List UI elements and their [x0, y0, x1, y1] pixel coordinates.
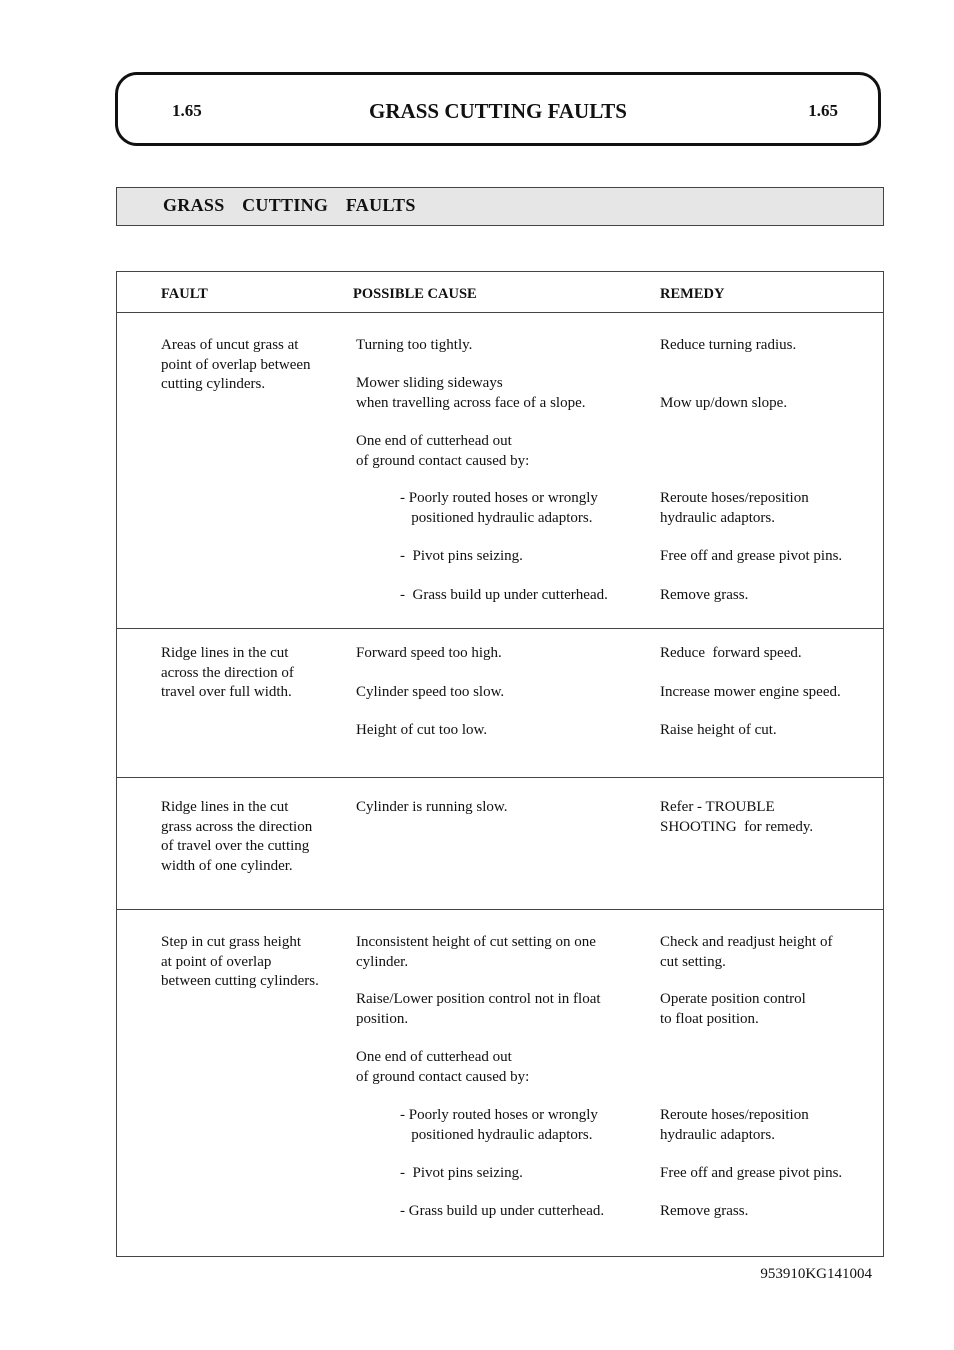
cause-text: One end of cutterhead out — [356, 1049, 512, 1065]
cause-text: - Poorly routed hoses or wrongly — [400, 1107, 598, 1123]
cause-text: - Poorly routed hoses or wrongly — [400, 490, 598, 506]
fault-text: of travel over the cutting — [161, 838, 310, 854]
table-row — [117, 778, 883, 910]
page-title: GRASS CUTTING FAULTS — [369, 99, 627, 123]
fault-table — [116, 271, 884, 1257]
fault-text: cutting cylinders. — [161, 376, 266, 392]
table-row — [117, 629, 883, 778]
fault-text: at point of overlap — [161, 953, 272, 970]
cause-text: cylinder. — [356, 953, 409, 970]
remedy-text: cut setting. — [660, 953, 726, 970]
cause-text: when travelling across face of a slope. — [356, 394, 586, 411]
table-row — [117, 910, 883, 1257]
cause-text: positioned hydraulic adaptors. — [400, 1126, 593, 1143]
remedy-text: hydraulic adaptors. — [660, 1126, 775, 1143]
section-number-right: 1.65 — [808, 101, 838, 120]
remedy-text: Reduce turning radius. — [660, 337, 797, 353]
column-header-remedy: REMEDY — [660, 286, 725, 302]
section-title-bar — [116, 187, 884, 226]
remedy-text: Reroute hoses/reposition — [660, 1107, 809, 1123]
cause-text: Raise/Lower position control not in float — [356, 991, 601, 1007]
section-title: GRASS CUTTING FAULTS — [163, 195, 416, 215]
remedy-text: to float position. — [660, 1010, 759, 1027]
remedy-text: hydraulic adaptors. — [660, 509, 775, 526]
table-header-row — [117, 272, 883, 313]
remedy-text: Check and readjust height of — [660, 934, 833, 950]
remedy-text: Free off and grease pivot pins. — [660, 1165, 843, 1181]
fault-text: Areas of uncut grass at — [161, 337, 299, 353]
cause-text: Mower sliding sideways — [356, 375, 503, 391]
remedy-text: Remove grass. — [660, 587, 749, 603]
fault-text: point of overlap between — [161, 356, 311, 373]
fault-text: Step in cut grass height — [161, 934, 301, 950]
fault-text: grass across the direction — [161, 818, 313, 835]
remedy-text: SHOOTING for remedy. — [660, 818, 814, 835]
cause-text: Forward speed too high. — [356, 645, 502, 661]
cause-text: One end of cutterhead out — [356, 433, 512, 449]
cause-text: - Pivot pins seizing. — [400, 548, 523, 564]
cause-text: - Grass build up under cutterhead. — [400, 587, 608, 603]
remedy-text: Operate position control — [660, 991, 806, 1007]
cause-text: Turning too tightly. — [356, 337, 473, 353]
cause-text: positioned hydraulic adaptors. — [400, 509, 593, 526]
fault-text: width of one cylinder. — [161, 857, 293, 874]
remedy-text: Reduce forward speed. — [660, 645, 802, 661]
fault-text: Ridge lines in the cut — [161, 645, 289, 661]
remedy-text: Raise height of cut. — [660, 722, 777, 738]
cause-text: Cylinder is running slow. — [356, 799, 508, 815]
remedy-text: Refer - TROUBLE — [660, 799, 775, 815]
fault-text: travel over full width. — [161, 684, 292, 700]
remedy-text: Free off and grease pivot pins. — [660, 548, 843, 564]
remedy-text: Reroute hoses/reposition — [660, 490, 809, 506]
fault-text: across the direction of — [161, 664, 294, 681]
document-code: 953910KG141004 — [760, 1266, 872, 1282]
fault-text: between cutting cylinders. — [161, 973, 319, 989]
cause-text: Height of cut too low. — [356, 722, 488, 738]
remedy-text: Mow up/down slope. — [660, 394, 788, 411]
fault-text: Ridge lines in the cut — [161, 799, 289, 815]
cause-text: Cylinder speed too slow. — [356, 684, 505, 700]
cause-text: - Pivot pins seizing. — [400, 1165, 523, 1181]
remedy-text: Remove grass. — [660, 1203, 749, 1219]
page-header — [115, 72, 881, 146]
cause-text: Inconsistent height of cut setting on one — [356, 934, 596, 950]
column-header-possible-cause: POSSIBLE CAUSE — [353, 286, 477, 302]
column-header-fault: FAULT — [161, 286, 208, 302]
cause-text: - Grass build up under cutterhead. — [400, 1203, 605, 1219]
cause-text: position. — [356, 1010, 409, 1027]
cause-text: of ground contact caused by: — [356, 452, 530, 469]
cause-text: of ground contact caused by: — [356, 1068, 530, 1085]
remedy-text: Increase mower engine speed. — [660, 684, 841, 700]
table-row — [117, 313, 883, 629]
section-number-left: 1.65 — [172, 101, 202, 120]
